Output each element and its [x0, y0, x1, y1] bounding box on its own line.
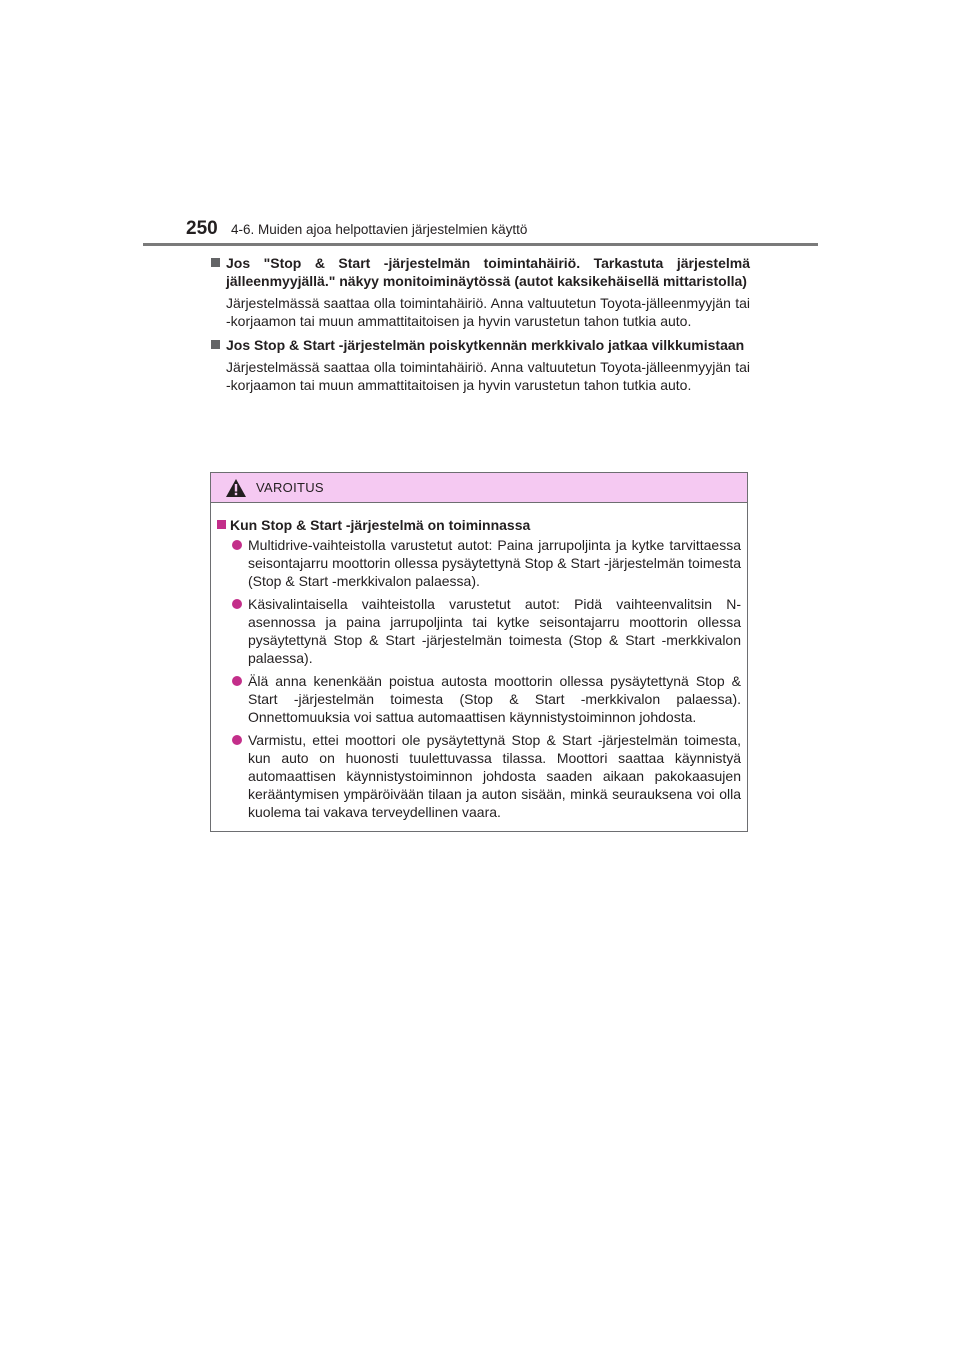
- page-number: 250: [186, 218, 218, 239]
- page-header: [186, 218, 818, 246]
- warning-list-item: [216, 672, 741, 726]
- header-divider: [143, 243, 818, 246]
- warning-heading-text: Kun Stop & Start -järjestelmä on toiminnassa: [230, 517, 531, 533]
- warning-list: [216, 536, 741, 821]
- circle-bullet-icon: [232, 599, 242, 609]
- section-indicator-blinking: [210, 336, 750, 394]
- warning-triangle-icon: [226, 479, 246, 497]
- section-heading: [210, 336, 750, 354]
- section-body: Järjestelmässä saattaa olla toimintahäiriö. Anna valtuutetun Toyota-jälleenmyyjän tai -korjaamon tai muun ammattitaitoisen ja hyvin varustetun tahon tutkia auto.: [226, 295, 750, 329]
- square-bullet-icon: [211, 258, 220, 267]
- section-malfunction-message: [210, 254, 750, 330]
- circle-bullet-icon: [232, 735, 242, 745]
- warning-heading: [216, 516, 741, 534]
- warning-list-item: [216, 595, 741, 667]
- chapter-title: 4-6. Muiden ajoa helpottavien järjestelmien käyttö: [231, 222, 528, 237]
- warning-body: [211, 503, 747, 821]
- circle-bullet-icon: [232, 676, 242, 686]
- warning-item-text: Varmistu, ettei moottori ole pysäytettynä Stop & Start -järjestelmän toimesta, kun auto on huonosti tuulettuvassa tilassa. Moottori saattaa käynnistyä automaattisen käynnistystoiminnon johdosta saaden aikaan pakokaasujen kerääntymisen ympäröivään tilaan ja auton sisään, minkä seurauksena voi olla kuolema tai vakava terveydellinen vaara.: [248, 732, 741, 820]
- section-heading-text: Jos Stop & Start -järjestelmän poiskytkennän merkkivalo jatkaa vilkkumistaan: [226, 337, 745, 353]
- square-bullet-icon: [217, 520, 226, 529]
- circle-bullet-icon: [232, 540, 242, 550]
- warning-header: [211, 473, 747, 503]
- section-heading-text: Jos "Stop & Start -järjestelmän toimintahäiriö. Tarkastuta järjestelmä jälleenmyyjällä." näkyy monitoiminäytössä (autot kaksikehäisellä mittaristolla): [226, 255, 750, 289]
- warning-item-text: Multidrive-vaihteistolla varustetut autot: Paina jarrupoljinta ja kytke tarvittaessa seisontajarru moottorin ollessa pysäytettynä Stop & Start -järjestelmän toimesta (Stop & Start -merkkivalon palaessa).: [248, 537, 741, 589]
- warning-list-item: [216, 536, 741, 590]
- main-content: [210, 254, 750, 400]
- warning-item-text: Käsivalintaisella vaihteistolla varustetut autot: Pidä vaihteenvalitsin N-asennossa ja paina jarrupoljinta tai kytke seisontajarru moottorin ollessa pysäytettynä Stop & Start -järjestelmän toimesta (Stop & Start -merkkivalon palaessa).: [248, 596, 741, 666]
- warning-box: [210, 472, 748, 832]
- warning-item-text: Älä anna kenenkään poistua autosta moottorin ollessa pysäytettynä Stop & Start -järjestelmän toimesta (Stop & Start -merkkivalon palaessa). Onnettomuuksia voi sattua automaattisen käynnistystoiminnon johdosta.: [248, 673, 741, 725]
- warning-list-item: [216, 731, 741, 821]
- warning-title: VAROITUS: [256, 480, 324, 495]
- square-bullet-icon: [211, 340, 220, 349]
- section-body: Järjestelmässä saattaa olla toimintahäiriö. Anna valtuutetun Toyota-jälleenmyyjän tai -korjaamon tai muun ammattitaitoisen ja hyvin varustetun tahon tutkia auto.: [226, 359, 750, 393]
- section-heading: [210, 254, 750, 290]
